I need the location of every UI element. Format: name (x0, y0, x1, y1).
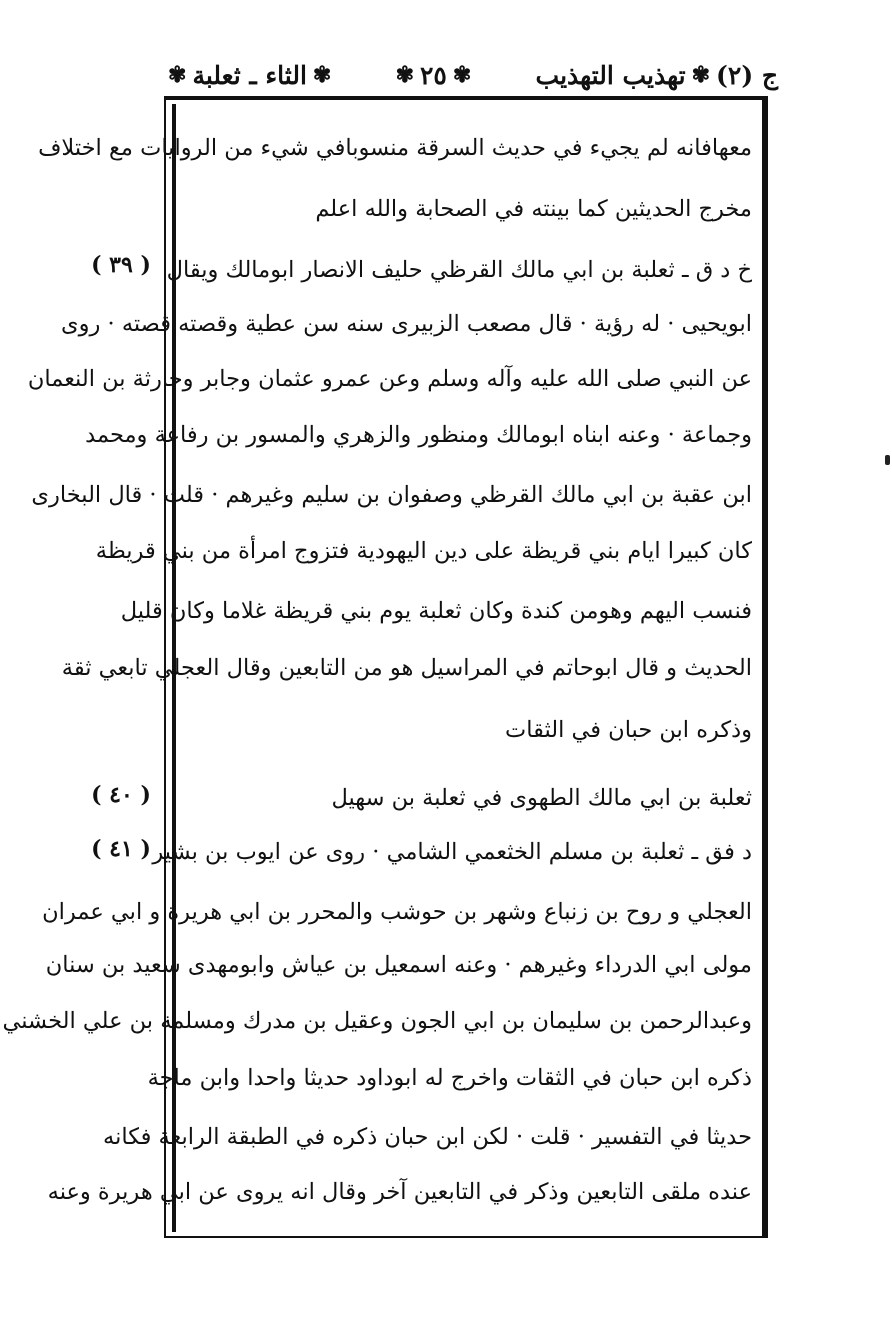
book-title: تهذيب التهذيب (535, 60, 686, 90)
text-line-7: ابن عقبة بن ابي مالك القرظي وصفوان بن سليم وغيرهم · قلت · قال البخارى (31, 482, 752, 508)
section-label: الثاء ـ ثعلبة (192, 60, 307, 90)
text-line-9: فنسب اليهم وهومن كندة وكان ثعلبة يوم بني قريظة غلاما وكان قليل (120, 598, 752, 624)
text-line-5: عن النبي صلى الله عليه وآله وسلم وعن عمرو عثمان وجابر وحارثة بن النعمان (27, 366, 752, 392)
text-line-12: ثعلبة بن ابي مالك الطهوى في ثعلبة بن سهيل (331, 785, 752, 811)
entry-number-41: ( ٤١ ) (91, 836, 151, 862)
text-line-17: ذكره ابن حبان في الثقات واخرج له ابوداود حديثا واحدا وابن ماجة (147, 1065, 752, 1091)
text-line-8: كان كبيرا ايام بني قريظة على دين اليهودية فتزوج امرأة من بني قريظة (95, 538, 752, 564)
flower-ornament-icon: ✾ (312, 62, 332, 88)
entry-number-40: ( ٤٠ ) (91, 782, 151, 808)
text-line-14: العجلي و روح بن زنباع وشهر بن حوشب والمحرر بن ابي هريرة و ابي عمران (42, 899, 752, 925)
text-line-15: مولى ابي الدرداء وغيرهم · وعنه اسمعيل بن عياش وابومهدى سعيد بن سنان (45, 952, 752, 978)
text-line-19: عنده ملقى التابعين وذكر في التابعين آخر وقال انه يروى عن ابي هريرة وعنه (47, 1179, 752, 1205)
text-line-13: د فق ـ ثعلبة بن مسلم الخثعمي الشامي · روى عن ايوب بن بشير (152, 839, 752, 865)
text-line-18: حديثا في التفسير · قلت · لكن ابن حبان ذكره في الطبقة الرابعة فكانه (103, 1124, 752, 1150)
flower-ornament-icon: ✾ (691, 62, 711, 88)
text-line-11: وذكره ابن حبان في الثقات (505, 717, 752, 743)
text-line-2: مخرج الحديثين كما بينته في الصحابة والله اعلم (315, 196, 752, 222)
header-volume-group (536, 61, 778, 90)
text-line-3: خ د ق ـ ثعلبة بن ابي مالك القرظي حليف الانصار ابومالك ويقال (166, 257, 752, 283)
text-line-16: وعبدالرحمن بن سليمان بن ابي الجون وعقيل بن مدرك ومسلمة بن علي الخشني (2, 1008, 752, 1034)
text-line-10: الحديث و قال ابوحاتم في المراسيل هو من التابعين وقال العجلي تابعي ثقة (61, 655, 752, 681)
text-line-6: وجماعة · وعنه ابناه ابومالك ومنظور والزهري والمسور بن رفاعة ومحمد (85, 422, 752, 448)
text-line-4: ابويحيى · له رؤية · قال مصعب الزبيرى سنه سن عطية وقصته قصته · روى (61, 311, 752, 337)
flower-ornament-icon: ✾ (452, 62, 472, 88)
flower-ornament-icon: ✾ (168, 62, 187, 88)
flower-ornament-icon: ✾ (395, 62, 414, 88)
running-header (168, 58, 778, 92)
header-page-group (396, 61, 472, 90)
header-section-group (168, 61, 331, 90)
volume-label: ج (٢) (716, 60, 778, 90)
page-number: ٢٥ (420, 60, 447, 90)
entry-number-39: ( ٣٩ ) (91, 252, 151, 278)
text-line-1: معهافانه لم يجيء في حديث السرقة منسوبافي شيء من الروايات مع اختلاف (38, 135, 752, 161)
margin-mark (885, 455, 890, 465)
